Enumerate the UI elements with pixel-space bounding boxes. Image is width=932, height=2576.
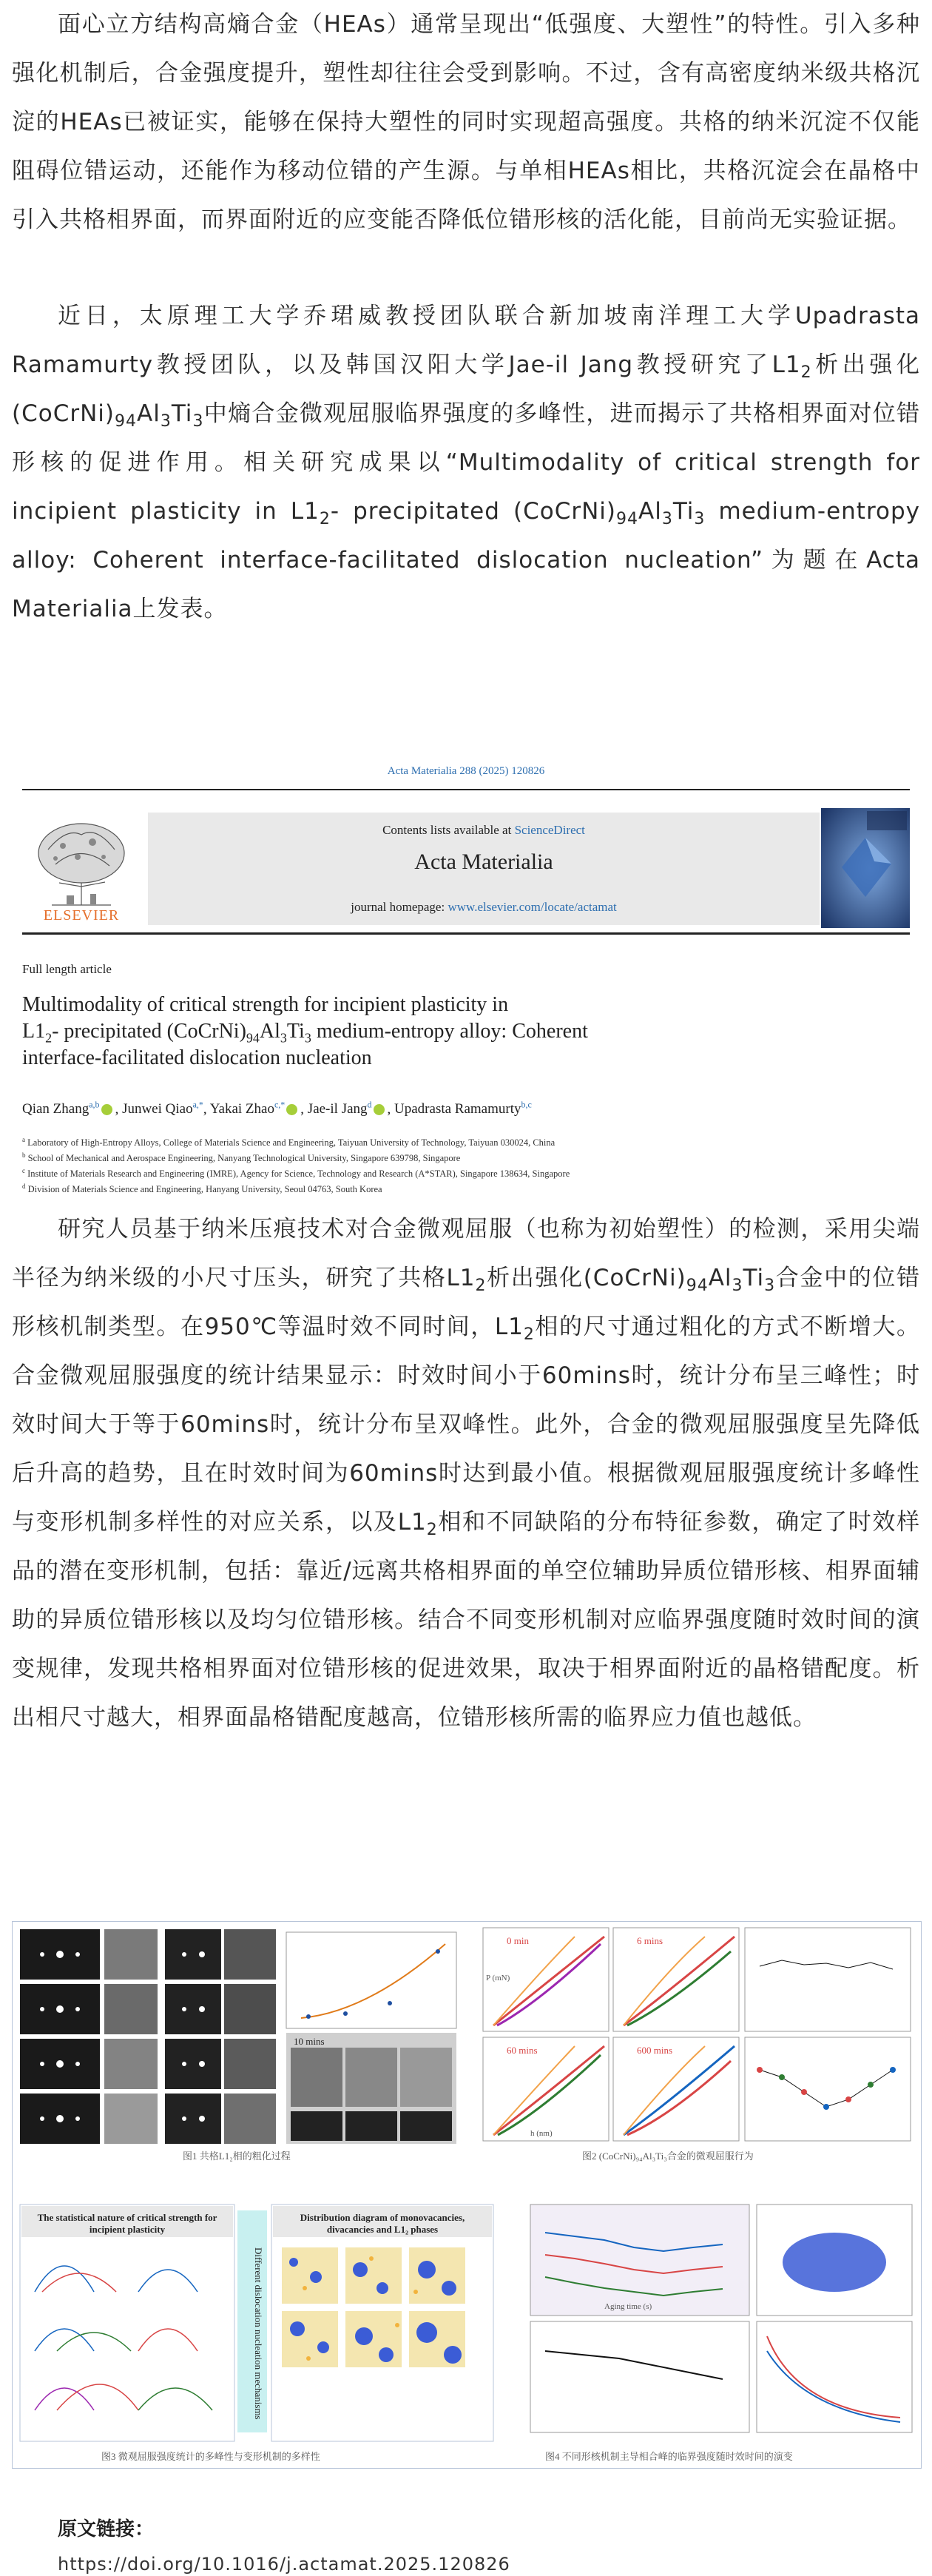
author-list: Qian Zhang$^{a,b}$ , Junwei Qiao$^{a,*}$, Yakai Zhao$^{c,*}$ , Jae-il Jang$^d$ , Upadrasta Ramamurty$^{b,c}$	[22, 1100, 532, 1117]
divider	[22, 789, 910, 790]
fig2-curves	[483, 1928, 911, 2141]
news-text-g: Al	[638, 498, 662, 525]
fig2-caption: 图2 (CoCrNi)₉₄Al₃Ti₃合金的微观屈服行为	[582, 2150, 754, 2162]
affil-text: Laboratory of High-Entropy Alloys, College of Materials Science and Engineering, Taiyuan University of Technology, Taiyuan 030024, China	[27, 1137, 556, 1149]
news-text-h: Ti	[672, 498, 695, 525]
paper-title-line-3: interface-facilitated dislocation nucleation	[22, 1046, 372, 1069]
fig3-panel-title-right: Distribution diagram of monovacancies, divacancies and L1₂ phases	[300, 2212, 465, 2235]
fig3-mechanisms-label: Different dislocation nucleation mechanisms	[253, 2247, 264, 2420]
divider	[22, 932, 910, 935]
research-text-a: 研究人员基于纳米压痕技术对合金微观屈服（也称为初始塑性）的检测，采用尖端半径为纳米级的小尺寸压头，研究了共格L1	[12, 1216, 920, 1291]
news-text-d: Ti	[171, 400, 193, 427]
affiliation	[22, 1134, 910, 1149]
journal-title: Acta Materialia	[414, 850, 553, 874]
intro-paragraph	[12, 0, 920, 244]
research-text-c: 合金中的位错形核机制类型。在950℃等温时效不同时间，L1	[12, 1265, 920, 1340]
contents-line	[148, 823, 820, 838]
fig2-label-0min: 0 min	[507, 1935, 529, 1946]
subscript: 94	[686, 1277, 709, 1296]
affil-text: Institute of Materials Research and Engineering (IMRE), Agency for Science, Technology and Research (A*STAR), Singapore 138634, Singapore	[27, 1168, 570, 1180]
research-text-b: 析出强化(CoCrNi)	[486, 1265, 686, 1291]
title-part: Ti	[286, 1020, 305, 1043]
fig1-caption: 图1 共格L1₂相的粗化过程	[183, 2150, 291, 2162]
title-part: L1	[22, 1020, 46, 1043]
author-affil-sup: a,*	[192, 1100, 203, 1110]
research-text-al: Al	[708, 1265, 732, 1291]
news-paragraph	[12, 292, 920, 633]
affil-text: School of Mechanical and Aerospace Engineering, Nanyang Technological University, Singapore 639798, Singapore	[27, 1153, 461, 1164]
author[interactable]	[308, 1101, 388, 1117]
author[interactable]	[22, 1101, 115, 1117]
paper-title-line-2	[22, 1018, 836, 1045]
orcid-icon[interactable]	[374, 1104, 385, 1115]
author-affil-sup: b,c	[521, 1100, 532, 1110]
journal-banner	[148, 813, 820, 925]
intro-text: 面心立方结构高熵合金（HEAs）通常呈现出“低强度、大塑性”的特性。引入多种强化机制后，合金强度提升，塑性却往往会受到影响。不过，含有高密度纳米级共格沉淀的HEAs已被证实，能够在保持大塑性的同时实现超高强度。共格的纳米沉淀不仅能阻碍位错运动，还能作为移动位错的产生源。与单相HEAs相比，共格沉淀会在晶格中引入共格相界面，而界面附近的应变能否降低位错形核的活化能，目前尚无实验证据。	[12, 11, 920, 233]
title-part: medium-entropy alloy: Coherent	[311, 1020, 588, 1043]
paper-title	[22, 992, 836, 1072]
paper-header	[22, 761, 910, 1197]
subscript: 2	[523, 1325, 535, 1345]
fig1-label-10mins: 10 mins	[294, 2036, 325, 2047]
subscript: 2	[426, 1521, 438, 1540]
author[interactable]	[122, 1101, 203, 1117]
author-name: Qian Zhang	[22, 1101, 90, 1117]
fig2-label-60mins: 60 mins	[507, 2045, 538, 2056]
subscript: 3	[160, 412, 172, 431]
fig3-caption: 图3 微观屈服强度统计的多峰性与变形机制的多样性	[101, 2451, 320, 2462]
author[interactable]	[210, 1101, 301, 1117]
fig4-caption: 图4 不同形核机制主导相合峰的临界强度随时效时间的演变	[545, 2451, 793, 2462]
news-text-e: 中熵合金微观屈服临界强度的多峰性，进而揭示了共格相界面对位错形核的促进作用。相关研究成果以“Multimodality of critical strength for incipient plasticity in L1	[12, 400, 920, 525]
reference-link[interactable]: https://doi.org/10.1016/j.actamat.2025.120826	[58, 2554, 510, 2575]
paper-title-line-1: Multimodality of critical strength for incipient plasticity in	[22, 993, 509, 1016]
figure-collage	[12, 1921, 922, 2469]
fig4-axis-aging: Aging time (s)	[604, 2302, 652, 2311]
subscript: 2	[475, 1277, 487, 1296]
subscript: 94	[115, 412, 137, 431]
news-text-i: medium-entropy alloy: Coherent interface-facilitated dislocation nucleation”为题在Acta Materialia上发表。	[12, 498, 920, 622]
affil-sup: d	[22, 1183, 26, 1191]
affil-text: Division of Materials Science and Engineering, Hanyang University, Seoul 04763, South Korea	[27, 1184, 382, 1195]
fig2-axis-p: P (mN)	[486, 1974, 510, 1983]
orcid-icon[interactable]	[101, 1104, 112, 1115]
affiliation	[22, 1165, 910, 1180]
subscript: 3	[192, 412, 204, 431]
fig2-label-600mins: 600 mins	[637, 2045, 673, 2056]
affiliation	[22, 1149, 910, 1165]
subscript: 3	[764, 1277, 776, 1296]
sciencedirect-link[interactable]: ScienceDirect	[514, 823, 585, 837]
reference-label: 原文链接：	[58, 2518, 155, 2540]
author-affil-sup: d	[367, 1100, 372, 1110]
subscript: 3	[304, 1030, 311, 1046]
news-text-b: 析出强化(CoCrNi)	[12, 352, 920, 427]
affil-sup: c	[22, 1167, 25, 1175]
news-text-a: 近日，太原理工大学乔珺威教授团队联合新加坡南洋理工大学Upadrasta Ramamurty教授团队，以及韩国汉阳大学Jae-il Jang教授研究了L1	[12, 303, 920, 378]
title-part: - precipitated (CoCrNi)	[52, 1020, 246, 1043]
affiliations	[22, 1134, 910, 1197]
journal-reference[interactable]: Acta Materialia 288 (2025) 120826	[387, 765, 545, 777]
orcid-icon[interactable]	[286, 1104, 297, 1115]
news-text-c: Al	[137, 400, 161, 427]
journal-homepage	[148, 900, 820, 915]
subscript: 2	[800, 363, 812, 383]
subscript: 3	[694, 510, 706, 529]
homepage-link[interactable]: www.elsevier.com/locate/actamat	[448, 900, 617, 914]
author-name: Jae-il Jang	[307, 1101, 368, 1117]
subscript: 3	[661, 510, 673, 529]
fig2-label-6mins: 6 mins	[637, 1935, 663, 1946]
affiliation	[22, 1180, 910, 1196]
fig1-micrographs	[20, 1929, 276, 2144]
fig2-axis-h: h (nm)	[530, 2129, 553, 2138]
research-text-d: 相的尺寸通过粗化的方式不断增大。合金微观屈服强度的统计结果显示：时效时间小于60mins时，统计分布呈三峰性；时效时间大于等于60mins时，统计分布呈双峰性。此外，合金的微观屈服强度呈先降低后升高的趋势，且在时效时间为60mins时达到最小值。根据微观屈服强度统计多峰性与变形机制多样性的对应关系，以及L1	[12, 1314, 920, 1536]
subscript: 94	[246, 1030, 260, 1046]
author-name: Junwei Qiao	[122, 1101, 193, 1117]
fig3-panel-title-left: The statistical nature of critical strength for incipient plasticity	[37, 2212, 217, 2235]
subscript: 2	[319, 510, 331, 529]
title-part: Al	[259, 1020, 280, 1043]
contents-prefix: Contents lists available at	[382, 823, 515, 837]
subscript: 2	[45, 1030, 53, 1046]
author-name: Yakai Zhao	[209, 1101, 274, 1117]
elsevier-wordmark: ELSEVIER	[43, 907, 120, 924]
subscript: 3	[280, 1030, 287, 1046]
author[interactable]	[394, 1101, 532, 1117]
author-name: Upadrasta Ramamurty	[394, 1101, 521, 1117]
subscript: 94	[615, 510, 638, 529]
journal-cover-image	[821, 808, 910, 928]
research-text-e: 相和不同缺陷的分布特征参数，确定了时效样品的潜在变形机制，包括：靠近/远离共格相界面的单空位辅助异质位错形核、相界面辅助的异质位错形核以及均匀位错形核。结合不同变形机制对应临界强度随时效时间的演变规律，发现共格相界面对位错形核的促进效果，取决于相界面附近的晶格错配度。析出相尺寸越大，相界面晶格错配度越高，位错形核所需的临界应力值也越低。	[12, 1509, 921, 1731]
affil-sup: a	[22, 1136, 25, 1143]
author-affil-sup: a,b	[89, 1100, 100, 1110]
article-type: Full length article	[22, 962, 112, 976]
news-text-f: - precipitated (CoCrNi)	[330, 498, 616, 525]
author-affil-sup: c,*	[274, 1100, 286, 1110]
research-text-ti: Ti	[743, 1265, 765, 1291]
subscript: 3	[732, 1277, 743, 1296]
research-paragraph	[12, 1205, 920, 1742]
figure-graphics	[13, 1922, 921, 2468]
homepage-prefix: journal homepage:	[351, 900, 448, 914]
affil-sup: b	[22, 1151, 26, 1160]
